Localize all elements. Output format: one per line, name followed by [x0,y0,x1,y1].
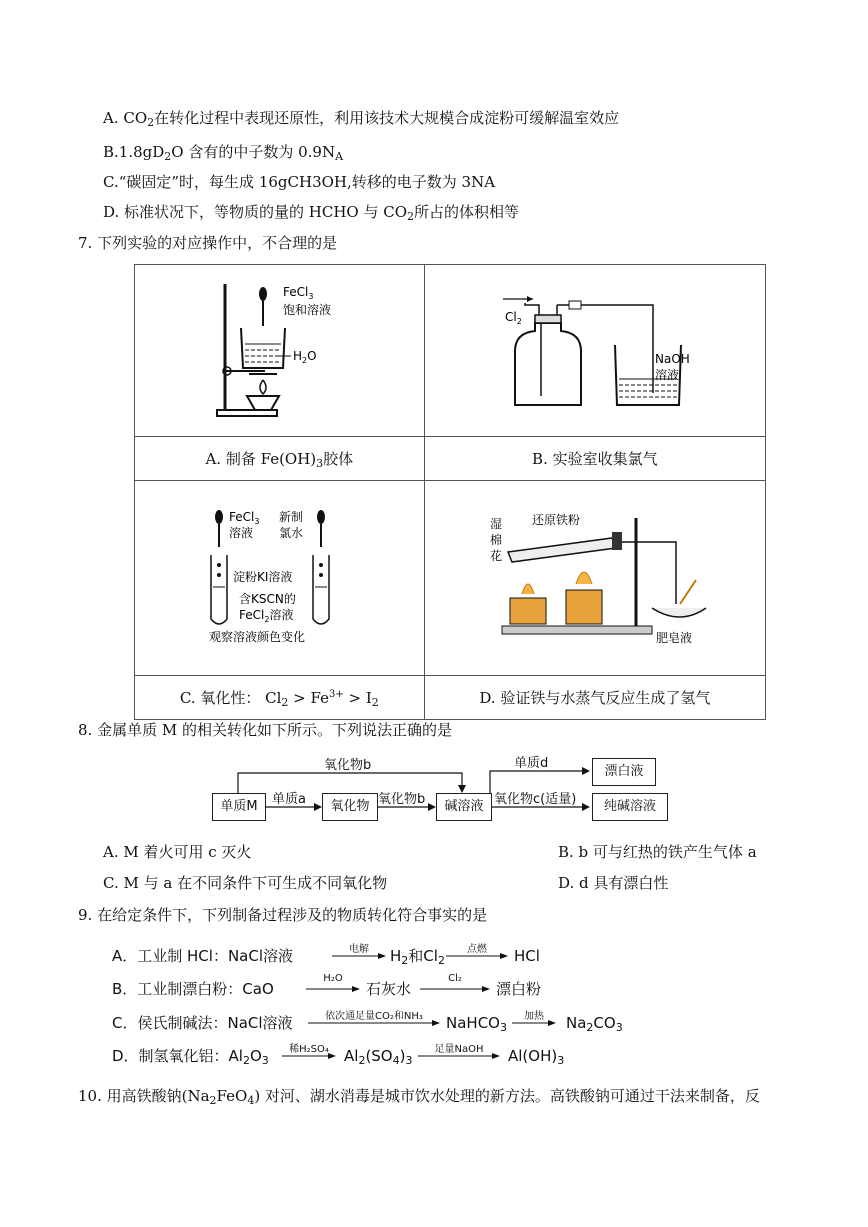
box-soda-solution: 纯碱溶液 [592,793,668,821]
arrow-label-d: 单质d [514,756,549,771]
label-kscn: 含KSCN的 [239,592,297,606]
arrow-label-a: 单质a [272,792,306,807]
label-cl2: $Cl_2$ [504,309,522,326]
q7-figure-a [135,265,425,437]
q6-option-a: A. $CO_2$在转化过程中表现还原性，利用该技术大规模合成淀粉可缓解温室效应 [103,109,620,129]
q7-caption-a: A. 制备 $Fe(OH)_3$胶体 [135,437,425,481]
q7-experiment-table [134,264,766,720]
q9-c-cond2: 加热 [524,1011,544,1022]
q9-stem: 9. 在给定条件下，下列制备过程涉及的物质转化符合事实的是 [78,906,488,924]
q8-option-d: D. d 具有漂白性 [558,874,669,892]
box-metal-m: 单质M [212,793,266,821]
q9-d-product2: $Al(OH)_3$ [508,1047,565,1067]
label-wet-1: 湿 [489,517,502,531]
q9-d-product1: $Al_2(SO_4)_3$ [344,1047,413,1067]
q7-stem: 7. 下列实验的对应操作中，不合理的是 [78,234,338,252]
q6-option-c: C.“碳固定”时，每生成 16gCH3OH,转移的电子数为 3NA [103,173,496,191]
q9-c-product1: NaHCO$_3$ [446,1014,507,1034]
q9-b-cond2: Cl₂ [448,973,462,984]
label-water: $H_2O$ [293,348,317,365]
q9-d-cond2: 足量NaOH [434,1044,484,1055]
q9-a-product1: $H_2$和$Cl_2$ [390,947,445,967]
q10-stem: 10. 用高铁酸钠$(Na_2FeO_4)$ 对河、湖水消毒是城市饮水处理的新方法。高铁酸钠可通过干法来制备，反 [78,1087,760,1107]
oxidizing-test-tubes [179,503,379,653]
label-iron-powder: 还原铁粉 [531,513,580,527]
label-naoh-solution: 溶液 [654,367,679,382]
label-fresh: 新制 [279,510,304,524]
q9-option-c-label: C．侯氏制碱法：NaCl溶液 [112,1014,293,1032]
q7-caption-d: D. 验证铁与水蒸气反应生成了氢气 [424,676,765,720]
q9-d-cond1: 稀H₂SO₄ [289,1044,329,1055]
label-wet-3: 花 [489,549,502,563]
label-soap: 肥皂液 [655,631,692,645]
q6-option-d: D. 标准状况下，等物质的量的 HCHO 与 $CO_2$所占的体积相等 [103,203,520,223]
q9-option-d-label: D．制氢氧化铝：$Al_2O_3$ [112,1047,269,1067]
q7-figure-b [424,265,765,437]
q9-c-cond1: 依次通足量CO₂和NH₃ [325,1011,423,1022]
box-oxide: 氧化物 [322,793,378,821]
arrow-label-c: 氧化物c(适量) [494,792,577,807]
q7-caption-c: C. 氧化性： $Cl_2 > Fe^{3+} > I_2$ [135,676,425,720]
q6-option-b: $B.1.8gD_2O$ 含有的中子数为 $0.9N_A$ [103,143,344,163]
q9-b-cond1: H₂O [323,973,343,984]
label-c-fecl3: FeCl$_3$ [229,510,260,526]
q8-option-b: B. b 可与红热的铁产生气体 a [558,843,757,861]
q9-b-product1: 石灰水 [366,980,412,998]
q8-option-c: C. M 与 a 在不同条件下可生成不同氧化物 [103,874,388,892]
label-wet-2: 棉 [489,533,502,547]
q8-stem: 8. 金属单质 M 的相关转化如下所示。下列说法正确的是 [78,721,452,739]
q7-caption-b: B. 实验室收集氯气 [424,437,765,481]
q9-option-b-label: B．工业制漂白粉：CaO [112,980,274,998]
box-base-solution: 碱溶液 [436,793,492,821]
label-naoh: NaOH [654,351,690,366]
q9-option-a-label: A．工业制 HCl：NaCl溶液 [112,947,294,965]
fecl3-colloid-apparatus [179,276,379,426]
q9-b-product2: 漂白粉 [496,980,542,998]
label-fecl2: FeCl$_2$溶液 [239,608,294,624]
q8-flow-arrows [0,745,868,835]
q8-option-a: A. M 着火可用 c 灭火 [103,843,252,861]
arrow-label-b-top: 氧化物b [324,758,372,773]
arrow-label-b: 氧化物b [378,792,426,807]
q9-a-product2: HCl [514,947,540,965]
q9-a-cond2: 点燃 [467,944,487,955]
q7-figure-d [424,481,765,676]
label-c-solution: 溶液 [229,526,254,540]
q9-a-cond1: 电解 [349,944,369,955]
label-fecl3: FeCl$_3$ [283,284,314,301]
q7-figure-c [135,481,425,676]
label-saturated: 饱和溶液 [283,302,332,317]
iron-steam-apparatus [480,508,710,648]
label-observe: 观察溶液颜色变化 [209,630,306,644]
chlorine-collection-apparatus [485,281,705,421]
q9-c-product2: $Na_2CO_3$ [566,1014,623,1034]
box-bleach: 漂白液 [592,758,656,786]
label-chlorine-water: 氯水 [279,526,304,540]
label-starch-ki: 淀粉KI溶液 [233,570,293,584]
